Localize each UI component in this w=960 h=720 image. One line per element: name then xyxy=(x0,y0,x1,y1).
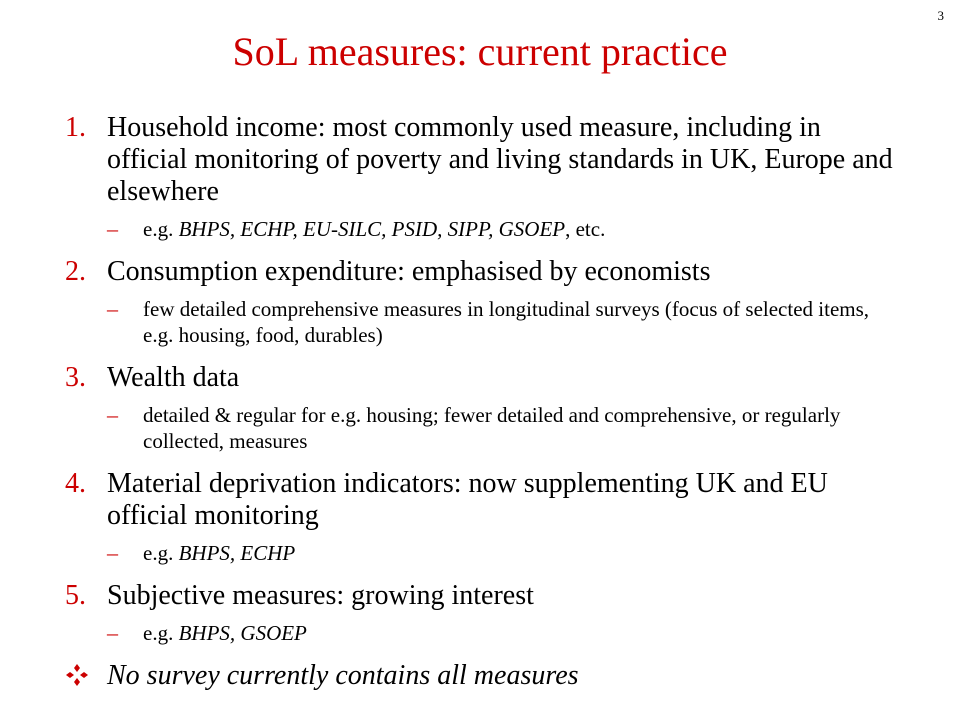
dash-bullet: – xyxy=(107,296,118,321)
item-number: 4. xyxy=(65,468,86,499)
sub-item xyxy=(65,216,895,242)
conclusion-text: No survey currently contains all measures xyxy=(107,660,579,691)
sub-suffix: , etc. xyxy=(565,217,606,241)
four-diamond-bullet-icon xyxy=(65,663,89,687)
item-number: 3. xyxy=(65,362,86,393)
dash-bullet: – xyxy=(107,216,118,241)
item-text: Wealth data xyxy=(107,362,240,393)
item-text: Household income: most commonly used measure, including in official monitoring of poverty and living standards in UK, Europe and elsewhere xyxy=(107,112,893,207)
list-item xyxy=(65,256,895,348)
sub-item-text xyxy=(143,620,895,646)
slide-title: SoL measures: current practice xyxy=(232,29,728,74)
item-number: 5. xyxy=(65,580,86,611)
item-text: Material deprivation indicators: now supplementing UK and EU official monitoring xyxy=(107,468,828,531)
list-item xyxy=(65,468,895,566)
item-number: 2. xyxy=(65,256,86,287)
sub-prefix: e.g. xyxy=(143,541,179,565)
sub-prefix: e.g. xyxy=(143,217,179,241)
page-number: 3 xyxy=(937,8,944,23)
conclusion xyxy=(65,660,895,692)
sub-item-text xyxy=(143,402,895,454)
sub-prefix: e.g. xyxy=(143,621,179,645)
sub-prefix: detailed & regular for e.g. housing; fewer detailed and comprehensive, or regularly collected, measures xyxy=(143,403,841,453)
dash-bullet: – xyxy=(107,620,118,645)
sub-item xyxy=(65,540,895,566)
sub-item-text xyxy=(143,296,895,348)
item-text: Consumption expenditure: emphasised by economists xyxy=(107,256,711,287)
sub-italic: BHPS, ECHP, EU-SILC, PSID, SIPP, GSOEP xyxy=(178,217,566,241)
sub-item-text xyxy=(143,540,895,566)
sub-prefix: few detailed comprehensive measures in longitudinal surveys (focus of selected items, e.g. housing, food, durables) xyxy=(143,297,870,347)
list-item xyxy=(65,580,895,646)
sub-italic: BHPS, GSOEP xyxy=(178,621,307,645)
dash-bullet: – xyxy=(107,540,118,565)
sub-item xyxy=(65,620,895,646)
sub-italic: BHPS, ECHP xyxy=(178,541,296,565)
item-text: Subjective measures: growing interest xyxy=(107,580,534,611)
sub-item xyxy=(65,296,895,348)
item-number: 1. xyxy=(65,112,86,143)
dash-bullet: – xyxy=(107,402,118,427)
sub-item xyxy=(65,402,895,454)
bullet-list xyxy=(65,112,895,692)
list-item xyxy=(65,362,895,454)
sub-item-text xyxy=(143,216,895,242)
list-item xyxy=(65,112,895,242)
